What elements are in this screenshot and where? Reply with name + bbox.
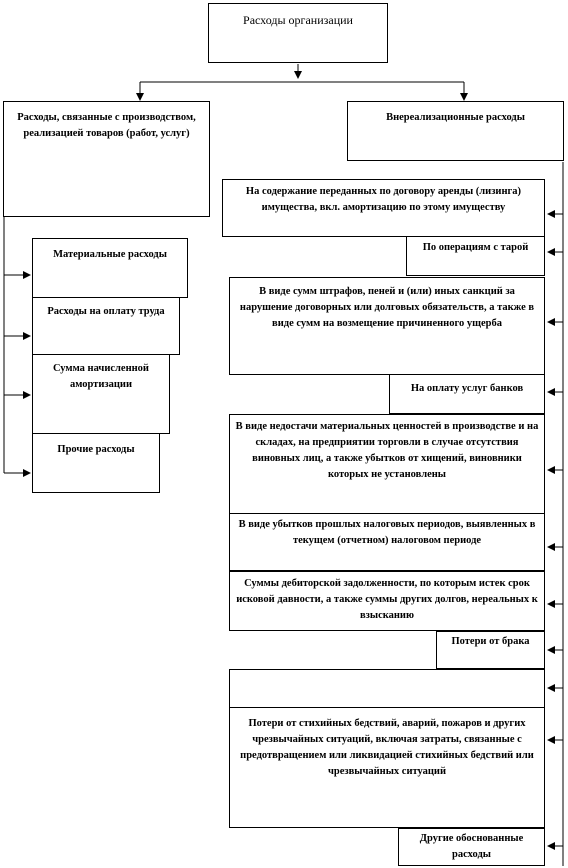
right-item-9-empty: [229, 669, 545, 708]
right-item-10: [229, 707, 545, 828]
root-node: [208, 3, 388, 63]
right-item-7: [229, 571, 545, 631]
left-item-1: [32, 238, 188, 298]
right-item-1: [222, 179, 545, 237]
right-item-4-label: На оплату услуг банков: [410, 383, 524, 394]
left-item-2-label: Расходы на оплату труда: [47, 306, 165, 317]
left-item-2: [32, 297, 180, 355]
left-item-4: [32, 433, 160, 493]
right-item-6: [229, 513, 545, 571]
right-item-8-label: Потери от брака: [451, 636, 530, 647]
left-item-3: [32, 354, 170, 434]
right-item-11-label: Другие обоснованные расходы: [419, 833, 524, 860]
left-item-4-label: Прочие расходы: [57, 444, 135, 455]
right-branch-label: Внереализационные расходы: [386, 112, 525, 123]
root-label: Расходы организации: [243, 13, 353, 27]
right-item-1-label: На содержание переданных по договору аренды (лизинга) имущества, вкл. амортизацию по этому имуществу: [245, 186, 522, 213]
right-item-11: [398, 828, 545, 866]
right-item-2: [406, 236, 545, 276]
right-item-2-label: По операциям с тарой: [422, 242, 529, 253]
left-branch-header: [3, 101, 210, 217]
right-item-5-label: В виде недостачи материальных ценностей в производстве и на складах, на предприятии торговли в случае отсутствия виновных лиц, а также убытков от хищений, виновники которых не установлены: [235, 421, 539, 480]
right-item-6-label: В виде убытков прошлых налоговых периодов, выявленных в текущем (отчетном) налоговом периоде: [238, 519, 536, 546]
right-item-7-label: Суммы дебиторской задолженности, по которым истек срок исковой давности, а также суммы других долгов, нереальных к взысканию: [236, 578, 538, 621]
right-item-8: [436, 631, 545, 669]
right-item-5: [229, 414, 545, 514]
left-item-1-label: Материальные расходы: [53, 249, 167, 260]
right-branch-header: [347, 101, 564, 161]
right-item-10-label: Потери от стихийных бедствий, аварий, пожаров и других чрезвычайных ситуаций, включая затраты, связанные с предотвращением или ликвидацией стихийных бедствий или чрезвычайных ситуаций: [240, 718, 534, 777]
left-branch-label: Расходы, связанные с производством, реализацией товаров (работ, услуг): [17, 112, 196, 139]
left-item-3-label: Сумма начисленной амортизации: [52, 363, 149, 390]
right-item-3-label: В виде сумм штрафов, пеней и (или) иных санкций за нарушение договорных или долговых обязательств, а также в виде сумм на возмещение причиненного ущерба: [239, 286, 535, 329]
right-item-4: [389, 374, 545, 414]
right-item-3: [229, 277, 545, 375]
